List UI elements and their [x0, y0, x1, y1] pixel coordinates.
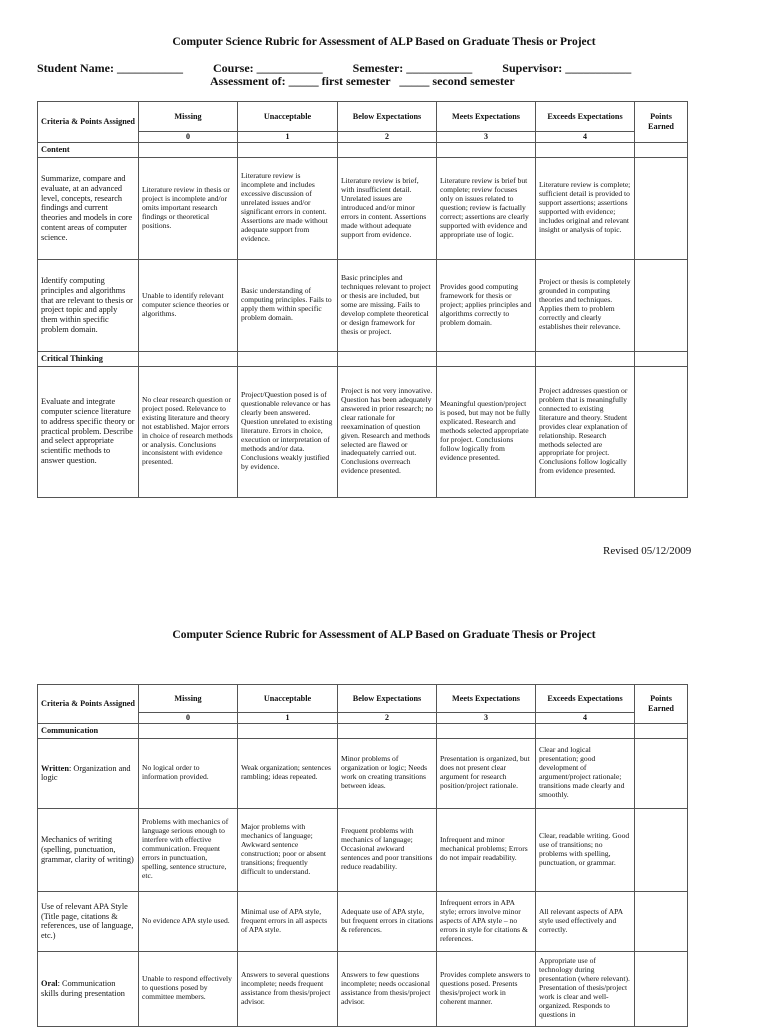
criteria-bold-oral: Oral [41, 979, 58, 988]
section-label-communication: Communication [38, 724, 139, 739]
header-missing: Missing [139, 102, 238, 132]
meets-cell: Provides complete answers to questions posed. Presents thesis/project work in coherent manner. [437, 951, 536, 1026]
below-cell: Adequate use of APA style, but frequent errors in citations & references. [338, 891, 437, 951]
table-row [38, 259, 688, 351]
criteria-cell: Identify computing principles and algorithms that are relevant to thesis or project topic and apply them within specific problem domain. [38, 259, 139, 351]
page-title: Computer Science Rubric for Assessment of ALP Based on Graduate Thesis or Project [172, 629, 596, 641]
missing-cell: No evidence APA style used. [139, 891, 238, 951]
header-missing: Missing [139, 685, 238, 713]
header-below-expectations: Below Expectations [338, 685, 437, 713]
table-row [38, 808, 688, 891]
points-earned-cell[interactable] [635, 366, 688, 497]
header-meets-expectations: Meets Expectations [437, 685, 536, 713]
criteria-rest: : Organization and logic [41, 763, 131, 783]
exceeds-cell: Clear and logical presentation; good development of argument/project rationale; transitions made clearly and smoothly. [536, 738, 635, 808]
unacceptable-cell: Literature review is incomplete and includes excessive discussion of unrelated issues and/or significant errors in content. Assertions are made without adequate support from evidence. [238, 157, 338, 259]
exceeds-cell: Appropriate use of technology during presentation (where relevant). Presentation of thesis/project work is clear and well-organized. Responds to questions in [536, 951, 635, 1026]
criteria-cell: Summarize, compare and evaluate, at an advanced level, concepts, research findings and current theories and models in core content areas of computer science. [38, 157, 139, 259]
below-cell: Basic principles and techniques relevant to project or thesis are included, but some are missing. Fails to develop complete theoretical or design framework for thesis or project. [338, 259, 437, 351]
meets-cell: Meaningful question/project is posed, but may not be fully explicated. Research and methods selected appropriate for project. Conclusions follow logically from evidence presented. [437, 366, 536, 497]
score-3: 3 [437, 713, 536, 724]
missing-cell: No clear research question or project posed. Relevance to existing literature and theory not established. Major errors in choice of research methods or analysis. Conclusions inconsistent with evidence presented. [139, 366, 238, 497]
below-cell: Literature review is brief, with insufficient detail. Unrelated issues are introduced and/or minor errors in content. Assertions made without adequate support from evidence. [338, 157, 437, 259]
criteria-rest: : Communication skills during presentation [41, 979, 125, 998]
below-cell: Frequent problems with mechanics of language; Occasional awkward sentences and poor transitions reduce readability. [338, 808, 437, 891]
header-criteria: Criteria & Points Assigned [38, 685, 139, 724]
meets-cell: Provides good computing framework for thesis or project; applies principles and algorithms correctly to problem domain. [437, 259, 536, 351]
rubric-table-content [37, 101, 688, 498]
criteria-cell: Use of relevant APA Style (Title page, citations & references, use of language, etc.) [38, 891, 139, 951]
page-title: Computer Science Rubric for Assessment of ALP Based on Graduate Thesis or Project [172, 36, 596, 48]
meets-cell: Literature review is brief but complete; review focuses only on issues related to question; review is factually correct; assertions are clearly supported with evidence and appropriate use of logic. [437, 157, 536, 259]
header-criteria: Criteria & Points Assigned [38, 102, 139, 143]
unacceptable-cell: Major problems with mechanics of language; Awkward sentence construction; poor or absent transitions; frequently difficult to understand. [238, 808, 338, 891]
criteria-cell: Mechanics of writing (spelling, punctuation, grammar, clarity of writing) [38, 808, 139, 891]
revised-date: Revised 05/12/2009 [603, 545, 692, 557]
meets-cell: Infrequent errors in APA style; errors involve minor aspects of APA style – no errors in style for citations & references. [437, 891, 536, 951]
table-row [38, 366, 688, 497]
points-earned-cell[interactable] [635, 808, 688, 891]
missing-cell: Unable to identify relevant computer science theories or algorithms. [139, 259, 238, 351]
criteria-cell [38, 951, 139, 1026]
score-4: 4 [536, 713, 635, 724]
missing-cell: No logical order to information provided. [139, 738, 238, 808]
exceeds-cell: Project addresses question or problem that is meaningfully connected to existing literature and theory. Student provides clear explanation of relationship. Research methods selected are appropriate for project. Conclusions follow logically from evidence presented. [536, 366, 635, 497]
missing-cell: Literature review in thesis or project is incomplete and/or omits important research findings or theoretical positions. [139, 157, 238, 259]
below-cell: Answers to few questions incomplete; needs occasional assistance from thesis/project advisor. [338, 951, 437, 1026]
header-below-expectations: Below Expectations [338, 102, 437, 132]
missing-cell: Problems with mechanics of language serious enough to interfere with effective communication. Frequent errors in punctuation, spelling, sentence structure, etc. [139, 808, 238, 891]
criteria-bold-written: Written [41, 763, 69, 773]
header-meets-expectations: Meets Expectations [437, 102, 536, 132]
criteria-cell [38, 738, 139, 808]
missing-cell: Unable to respond effectively to questions posed by committee members. [139, 951, 238, 1026]
points-earned-cell[interactable] [635, 157, 688, 259]
score-4: 4 [536, 132, 635, 143]
exceeds-cell: Clear, readable writing. Good use of transitions; no problems with spelling, punctuation, or grammar. [536, 808, 635, 891]
header-points-earned: Points Earned [635, 102, 688, 143]
points-earned-cell[interactable] [635, 259, 688, 351]
table-row [38, 951, 688, 1026]
header-points-earned: Points Earned [635, 685, 688, 724]
meets-cell: Infrequent and minor mechanical problems; Errors do not impair readability. [437, 808, 536, 891]
score-2: 2 [338, 713, 437, 724]
table-row [38, 891, 688, 951]
unacceptable-cell: Basic understanding of computing principles. Fails to apply them within specific problem domain. [238, 259, 338, 351]
score-1: 1 [238, 713, 338, 724]
unacceptable-cell: Project/Question posed is of questionable relevance or has clearly been answered. Question unrelated to existing literature. Errors in choice, execution or interpretation of methods and/or data. Conclusions weakly justified by evidence. [238, 366, 338, 497]
rubric-table-communication [37, 684, 688, 1027]
unacceptable-cell: Minimal use of APA style, frequent errors in all aspects of APA style. [238, 891, 338, 951]
points-earned-cell[interactable] [635, 891, 688, 951]
score-0: 0 [139, 713, 238, 724]
below-cell: Minor problems of organization or logic; Needs work on creating transitions between ideas. [338, 738, 437, 808]
exceeds-cell: Literature review is complete; sufficient detail is provided to support assertions; assertions supported with evidence; includes original and relevant insight or analysis of topic. [536, 157, 635, 259]
table-row [38, 738, 688, 808]
header-exceeds-expectations: Exceeds Expectations [536, 102, 635, 132]
header-unacceptable: Unacceptable [238, 102, 338, 132]
exceeds-cell: All relevant aspects of APA style used effectively and correctly. [536, 891, 635, 951]
criteria-cell: Evaluate and integrate computer science literature to address specific theory or practical problem. Describe and select appropriate scientific methods to answer question. [38, 366, 139, 497]
exceeds-cell: Project or thesis is completely grounded in computing theories and techniques. Applies them to problem correctly and clearly establishes their relevance. [536, 259, 635, 351]
assessment-of-line: Assessment of: _____ first semester _____ second semester [210, 74, 515, 88]
header-unacceptable: Unacceptable [238, 685, 338, 713]
unacceptable-cell: Weak organization; sentences rambling; ideas repeated. [238, 738, 338, 808]
meets-cell: Presentation is organized, but does not present clear argument for research position/project rationale. [437, 738, 536, 808]
points-earned-cell[interactable] [635, 951, 688, 1026]
header-exceeds-expectations: Exceeds Expectations [536, 685, 635, 713]
score-2: 2 [338, 132, 437, 143]
unacceptable-cell: Answers to several questions incomplete; needs frequent assistance from thesis/project advisor. [238, 951, 338, 1026]
section-label-critical-thinking: Critical Thinking [38, 351, 139, 366]
score-3: 3 [437, 132, 536, 143]
student-info-line: Student Name: ___________ Course: ___________ Semester: ___________ Supervisor: ___________ [37, 61, 632, 75]
points-earned-cell[interactable] [635, 738, 688, 808]
score-1: 1 [238, 132, 338, 143]
section-label-content: Content [38, 143, 139, 158]
below-cell: Project is not very innovative. Question has been adequately answered in prior research; no clear rationale for reexamination of question given. Research and methods selected are flawed or inadequately carried out. Conclusions overreach evidence presented. [338, 366, 437, 497]
table-row [38, 157, 688, 259]
score-0: 0 [139, 132, 238, 143]
